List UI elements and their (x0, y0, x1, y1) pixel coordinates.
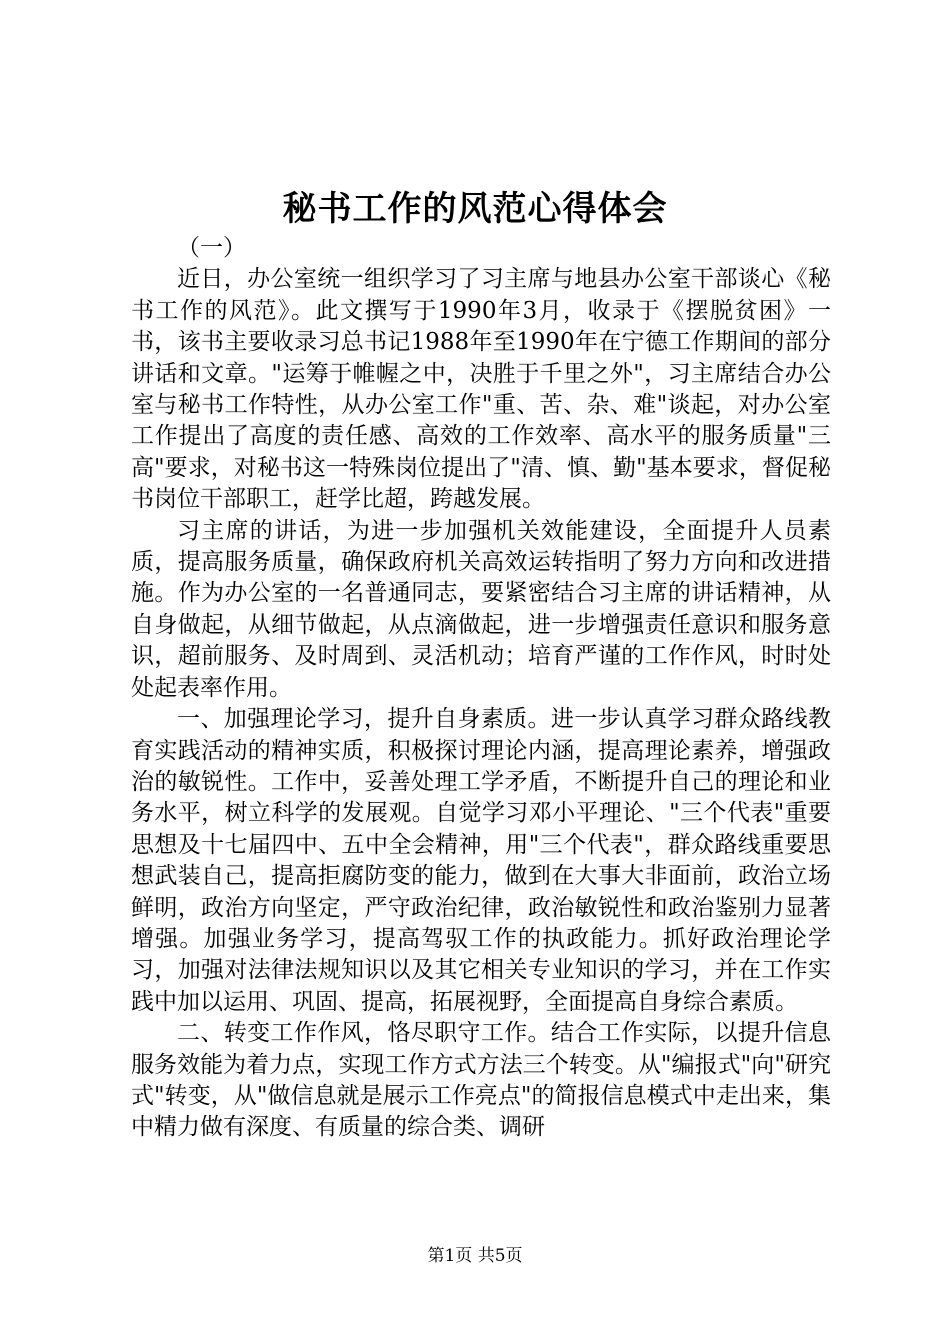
page-number-footer: 第1页 共5页 (427, 1246, 523, 1266)
document-body (131, 233, 831, 1144)
paragraph: 近日，办公室统一组织学习了习主席与地县办公室干部谈心《秘书工作的风范》。此文撰写于1990年3月，收录于《摆脱贫困》一书，该书主要收录习总书记1988年至1990年在宁德工作期间的部分讲话和文章。"运筹于帷幄之中，决胜于千里之外"，习主席结合办公室与秘书工作特性，从办公室工作"重、苦、杂、难"谈起，对办公室工作提出了高度的责任感、高效的工作效率、高水平的服务质量"三高"要求，对秘书这一特殊岗位提出了"清、慎、勤"基本要求，督促秘书岗位干部职工，赶学比超，跨越发展。 (131, 266, 831, 513)
document-title: 秘书工作的风范心得体会 (282, 189, 668, 229)
paragraph: 习主席的讲话，为进一步加强机关效能建设，全面提升人员素质，提高服务质量，确保政府机关高效运转指明了努力方向和改进措施。作为办公室的一名普通同志，要紧密结合习主席的讲话精神，从自身做起，从细节做起，从点滴做起，进一步增强责任意识和服务意识，超前服务、及时周到、灵活机动；培育严谨的工作作风，时时处处起表率作用。 (131, 517, 831, 701)
section-marker: （一） (177, 235, 246, 261)
paragraph: 一、加强理论学习，提升自身素质。进一步认真学习群众路线教育实践活动的精神实质，积极探讨理论内涵，提高理论素养，增强政治的敏锐性。工作中，妥善处理工学矛盾，不断提升自己的理论和业务水平，树立科学的发展观。自觉学习邓小平理论、"三个代表"重要思想及十七届四中、五中全会精神，用"三个代表"，群众路线重要思想武装自己，提高拒腐防变的能力，做到在大事大非面前，政治立场鲜明，政治方向坚定，严守政治纪律，政治敏锐性和政治鉴别力显著增强。加强业务学习，提高驾驭工作的执政能力。抓好政治理论学习，加强对法律法规知识以及其它相关专业知识的学习，并在工作实践中加以运用、巩固、提高，拓展视野，全面提高自身综合素质。 (131, 706, 831, 1015)
paragraph: 二、转变工作作风，恪尽职守工作。结合工作实际，以提升信息服务效能为着力点，实现工作方式方法三个转变。从"编报式"向"研究式"转变，从"做信息就是展示工作亮点"的简报信息模式中走出来，集中精力做有深度、有质量的综合类、调研 (131, 1020, 831, 1141)
